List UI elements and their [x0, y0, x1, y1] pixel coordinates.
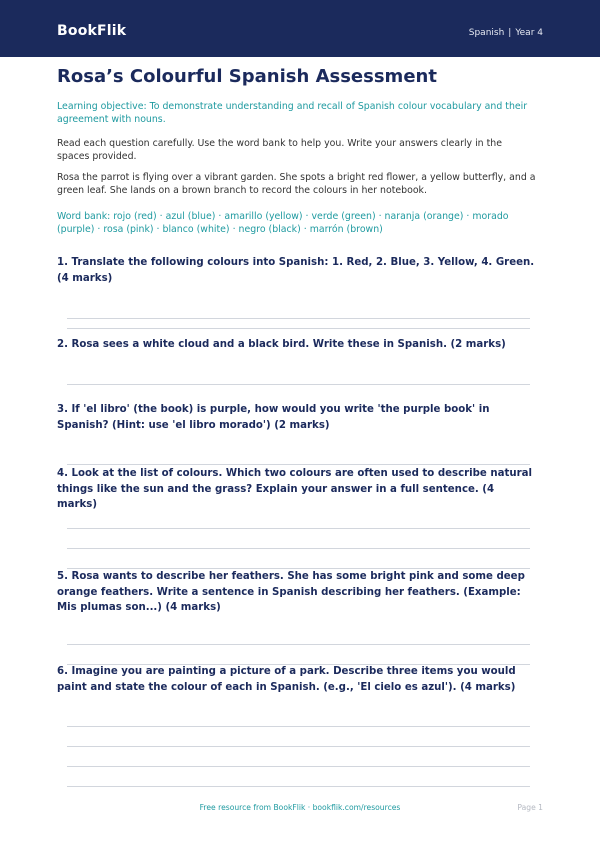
- subject-label: Spanish: [468, 28, 505, 38]
- subject-level: [469, 28, 543, 38]
- instructions: Read each question carefully. Use the word bank to help you. Write your answers clearly in the spaces provided.: [57, 138, 502, 162]
- answer-line[interactable]: [67, 384, 530, 385]
- answer-line[interactable]: [67, 528, 530, 529]
- question-6: 6. Imagine you are painting a picture of a park. Describe three items you would paint and state the colour of each in Spanish. (e.g., 'El cielo es azul'). (4 marks): [57, 666, 516, 693]
- answer-line[interactable]: [67, 786, 530, 787]
- answer-line[interactable]: [67, 644, 530, 645]
- level-label: Year 4: [515, 28, 543, 38]
- page-number: Page 1: [517, 803, 543, 812]
- question-1: 1. Translate the following colours into Spanish: 1. Red, 2. Blue, 3. Yellow, 4. Green. (4 marks): [57, 257, 535, 284]
- subject-separator: |: [508, 28, 512, 38]
- answer-line[interactable]: [67, 726, 530, 727]
- question-5: 5. Rosa wants to describe her feathers. She has some bright pink and some deep orange feathers. Write a sentence in Spanish describing her feathers. (Example: Mis plumas son...) (4 marks): [57, 571, 525, 613]
- answer-line[interactable]: [67, 464, 530, 465]
- page-title: Rosa’s Colourful Spanish Assessment: [57, 66, 437, 87]
- question-2: 2. Rosa sees a white cloud and a black bird. Write these in Spanish. (2 marks): [57, 339, 506, 350]
- answer-line[interactable]: [67, 548, 530, 549]
- question-3: 3. If 'el libro' (the book) is purple, how would you write 'the purple book' in Spanish? (Hint: use 'el libro morado') (2 marks): [57, 404, 490, 431]
- answer-line[interactable]: [67, 746, 530, 747]
- question-4: 4. Look at the list of colours. Which two colours are often used to describe natural things like the sun and the grass? Explain your answer in a full sentence. (4 marks): [57, 468, 533, 510]
- footer-credit: Free resource from BookFlik · bookflik.com/resources: [199, 803, 401, 812]
- answer-line[interactable]: [67, 318, 530, 319]
- word-bank: Word bank: rojo (red) · azul (blue) · amarillo (yellow) · verde (green) · naranja (orange) · morado (purple) · rosa (pink) · blanco (white) · negro (black) · marrón (brown): [57, 211, 509, 235]
- header-bar: [0, 0, 600, 57]
- story-text: Rosa the parrot is flying over a vibrant garden. She spots a bright red flower, a yellow butterfly, and a green leaf. She lands on a brown branch to record the colours in her notebook.: [57, 172, 536, 196]
- answer-line[interactable]: [67, 328, 530, 329]
- brand-logo-text: BookFlik: [57, 23, 127, 39]
- learning-objective: Learning objective: To demonstrate understanding and recall of Spanish colour vocabulary and their agreement with nouns.: [57, 101, 528, 125]
- answer-line[interactable]: [67, 766, 530, 767]
